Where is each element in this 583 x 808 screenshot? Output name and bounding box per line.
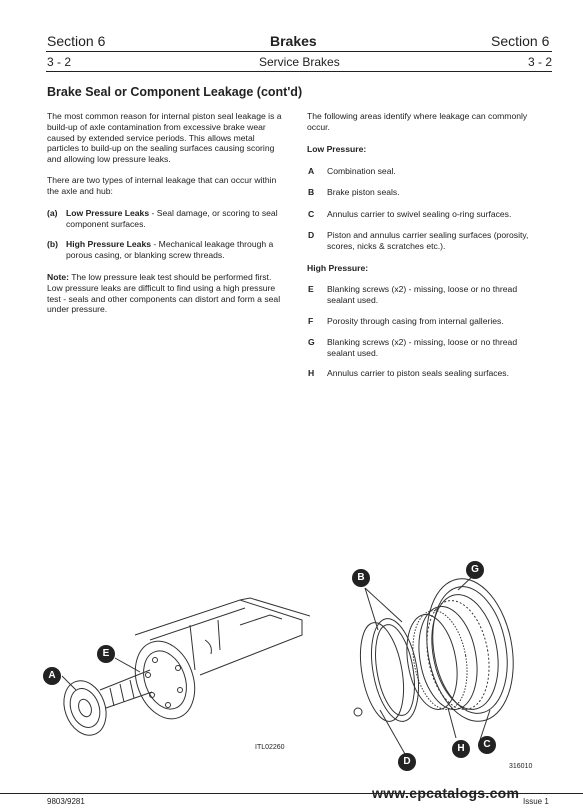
list-key: E: [308, 284, 314, 294]
low-pressure-heading: Low Pressure:: [307, 144, 367, 154]
watermark: www.epcatalogs.com: [372, 785, 520, 801]
list-text: Combination seal.: [327, 166, 396, 176]
right-intro: The following areas identify where leakage can commonly occur.: [307, 111, 528, 132]
list-text: Annulus carrier to piston seals sealing surfaces.: [327, 368, 509, 378]
high-pressure-heading: High Pressure:: [307, 263, 369, 273]
leakage-types-paragraph: There are two types of internal leakage that can occur within the axle and hub:: [47, 175, 277, 196]
low-item-a: [308, 166, 553, 178]
list-key: (a): [47, 208, 58, 218]
callout-e: E: [97, 645, 115, 663]
page-number-left: 3 - 2: [47, 55, 72, 69]
intro-paragraph: The most common reason for internal piston seal leakage is a build-up of axle contamination from excessive brake wear caused by extended service periods. This allows metal particles to build-up on the sealing surfaces causing scoring and allowing low pressure leaks.: [47, 111, 282, 165]
issue-label: Issue 1: [523, 797, 549, 806]
page-title: Brakes: [270, 33, 317, 49]
list-key: A: [308, 166, 315, 176]
list-key: B: [308, 187, 315, 197]
list-text: Brake piston seals.: [327, 187, 400, 197]
list-item-b: [47, 239, 292, 263]
list-item-a: [47, 208, 292, 232]
section-label-right: Section 6: [491, 33, 550, 49]
note-paragraph: Note: The low pressure leak test should be performed first. Low pressure leaks are difficult to find using a high pressure test - seals and other components can distort and form a seal under pressure.: [47, 272, 281, 315]
high-item-h: [308, 368, 553, 380]
list-text: Piston and annulus carrier sealing surfaces (porosity, scores, nicks & scratches etc.).: [327, 230, 529, 251]
list-key: H: [308, 368, 315, 378]
list-key: C: [308, 209, 315, 219]
list-text: Blanking screws (x2) - missing, loose or no thread sealant used.: [327, 284, 518, 305]
callout-c: C: [478, 736, 496, 754]
high-item-g: [308, 337, 553, 361]
list-key: (b): [47, 239, 58, 249]
callout-h: H: [452, 740, 470, 758]
figure-ref-right: 316010: [509, 763, 533, 770]
section-heading: Brake Seal or Component Leakage (cont'd): [47, 85, 303, 99]
list-key: D: [308, 230, 315, 240]
high-item-f: [308, 316, 553, 328]
figure-ref-left: ITL02260: [255, 744, 285, 751]
callout-g: G: [466, 561, 484, 579]
high-item-e: [308, 284, 553, 308]
brake-pack-illustration: [340, 560, 540, 760]
low-item-b: [308, 187, 553, 199]
axle-hub-illustration: [40, 580, 310, 755]
header-rule: [46, 51, 552, 52]
subheader-rule: [46, 71, 552, 72]
callout-a: A: [43, 667, 61, 685]
doc-number: 9803/9281: [47, 797, 85, 806]
list-text: Low Pressure Leaks - Seal damage, or scoring to seal component surfaces.: [66, 208, 278, 229]
list-text: Blanking screws (x2) - missing, loose or no thread sealant used.: [327, 337, 518, 358]
callout-d: D: [398, 753, 416, 771]
list-text: Annulus carrier to swivel sealing o-ring surfaces.: [327, 209, 512, 219]
list-text: High Pressure Leaks - Mechanical leakage through a porous casing, or blanking screw threads.: [66, 239, 274, 260]
list-key: G: [308, 337, 315, 347]
section-label-left: Section 6: [47, 33, 106, 49]
low-item-c: [308, 209, 553, 221]
low-item-d: [308, 230, 553, 254]
list-key: F: [308, 316, 314, 326]
callout-b: B: [352, 569, 370, 587]
page-number-right: 3 - 2: [528, 55, 553, 69]
page-subtitle: Service Brakes: [259, 55, 340, 69]
list-text: Porosity through casing from internal galleries.: [327, 316, 504, 326]
